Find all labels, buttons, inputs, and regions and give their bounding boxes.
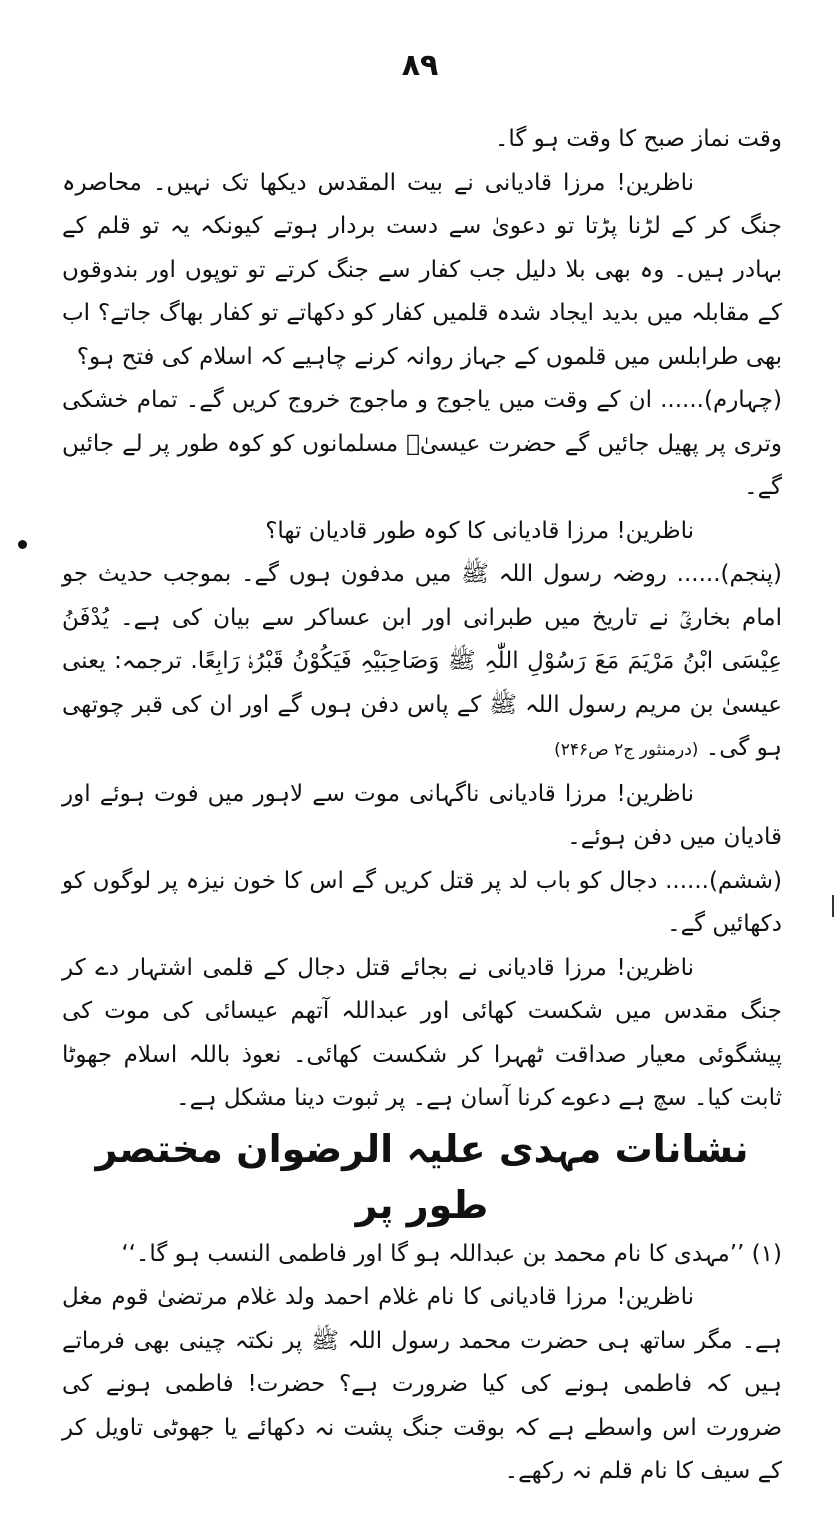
section-heading: نشانات مہدی علیہ الرضوان مختصر طور پر: [95, 1126, 749, 1227]
paragraph-8: ناظرین! مرزا قادیانی نے بجائے قتل دجال کے قلمی اشتہار دے کر جنگ مقدس میں شکست کھائی اور عبداللہ آتھم عیسائی کی موت کی پیشگوئی معیار صداقت ٹھہرا کر شکست کھائی۔ نعوذ باللہ اسلام جھوٹا ثابت کیا۔ سچ ہے دعوے کرنا آسان ہے۔ پر ثبوت دینا مشکل ہے۔: [62, 954, 782, 1111]
paragraph-1: وقت نماز صبح کا وقت ہو گا۔: [494, 126, 782, 152]
paragraph-4: ناظرین! مرزا قادیانی کا کوہ طور قادیان تھا؟: [265, 517, 694, 544]
page-number: ۸۹: [401, 48, 439, 83]
paragraph-6: ناظرین! مرزا قادیانی ناگہانی موت سے لاہور میں فوت ہوئے اور قادیان میں دفن ہوئے۔: [62, 780, 782, 850]
reference-citation: (درمنثور ج۲ ص۲۴۶): [554, 740, 699, 760]
scan-edge-mark: [832, 895, 834, 917]
page-body: [62, 118, 782, 1494]
paragraph-10-sign-1: (۱) ’’مہدی کا نام محمد بن عبداللہ ہو گا اور فاطمی النسب ہو گا۔‘‘: [121, 1240, 782, 1267]
paragraph-5-text: (پنجم)...... روضہ رسول اللہ ﷺ میں مدفون ہوں گے۔ بموجب حدیث جو امام بخاریؒ نے تاریخ میں طبرانی اور ابن عساکر سے بیان کی ہے۔ یُدْفَنُ عِیْسَی ابْنُ مَرْیَمَ مَعَ رَسُوْلِ اللّٰہِ ﷺ وَصَاحِبَیْہِ فَیَکُوْنُ قَبْرُہٗ رَابِعًا. ترجمہ: یعنی عیسیٰ بن مریم رسول اللہ ﷺ کے پاس دفن ہوں گے اور ان کی قبر چوتھی ہو گی۔: [62, 561, 782, 761]
paragraph-11: ناظرین! مرزا قادیانی کا نام غلام احمد ولد غلام مرتضیٰ قوم مغل ہے۔ مگر ساتھ ہی حضرت محمد رسول اللہ ﷺ پر نکتہ چینی بھی فرماتے ہیں کہ فاطمی ہونے کی کیا ضرورت ہے؟ حضرت! فاطمی ہونے کی ضرورت اس واسطے ہے کہ بوقت جنگ پشت نہ دکھائے یا جھوٹی تاویل کر کے سیف کا نام قلم نہ رکھے۔: [62, 1284, 782, 1484]
scan-speck: [18, 540, 27, 549]
paragraph-3-chaharum: (چہارم)...... ان کے وقت میں یاجوج و ماجوج خروج کریں گے۔ تمام خشکی وتری پر پھیل جائیں گے حضرت عیسیٰؑ مسلمانوں کو کوہ طور پر لے جائیں گے۔: [62, 387, 782, 500]
paragraph-7-shasham: (ششم)...... دجال کو باب لد پر قتل کریں گے اس کا خون نیزہ پر لوگوں کو دکھائیں گے۔: [62, 867, 782, 937]
paragraph-5-panjum: [62, 553, 782, 773]
paragraph-2: ناظرین! مرزا قادیانی نے بیت المقدس دیکھا تک نہیں۔ محاصرہ جنگ کر کے لڑنا پڑتا تو دعویٰ سے دست بردار ہوتے کیونکہ یہ تو قلم کے بہادر ہیں۔ وہ بھی بلا دلیل جب کفار سے جنگ کرتے تو توپوں اور بندوقوں کے مقابلہ میں بدید ایجاد شدہ قلمیں کفار کو دکھاتے تو کفار بھاگ جاتے؟ اب بھی طرابلس میں قلموں کے جہاز روانہ کرنے چاہیے کہ اسلام کی فتح ہو؟: [62, 169, 782, 370]
